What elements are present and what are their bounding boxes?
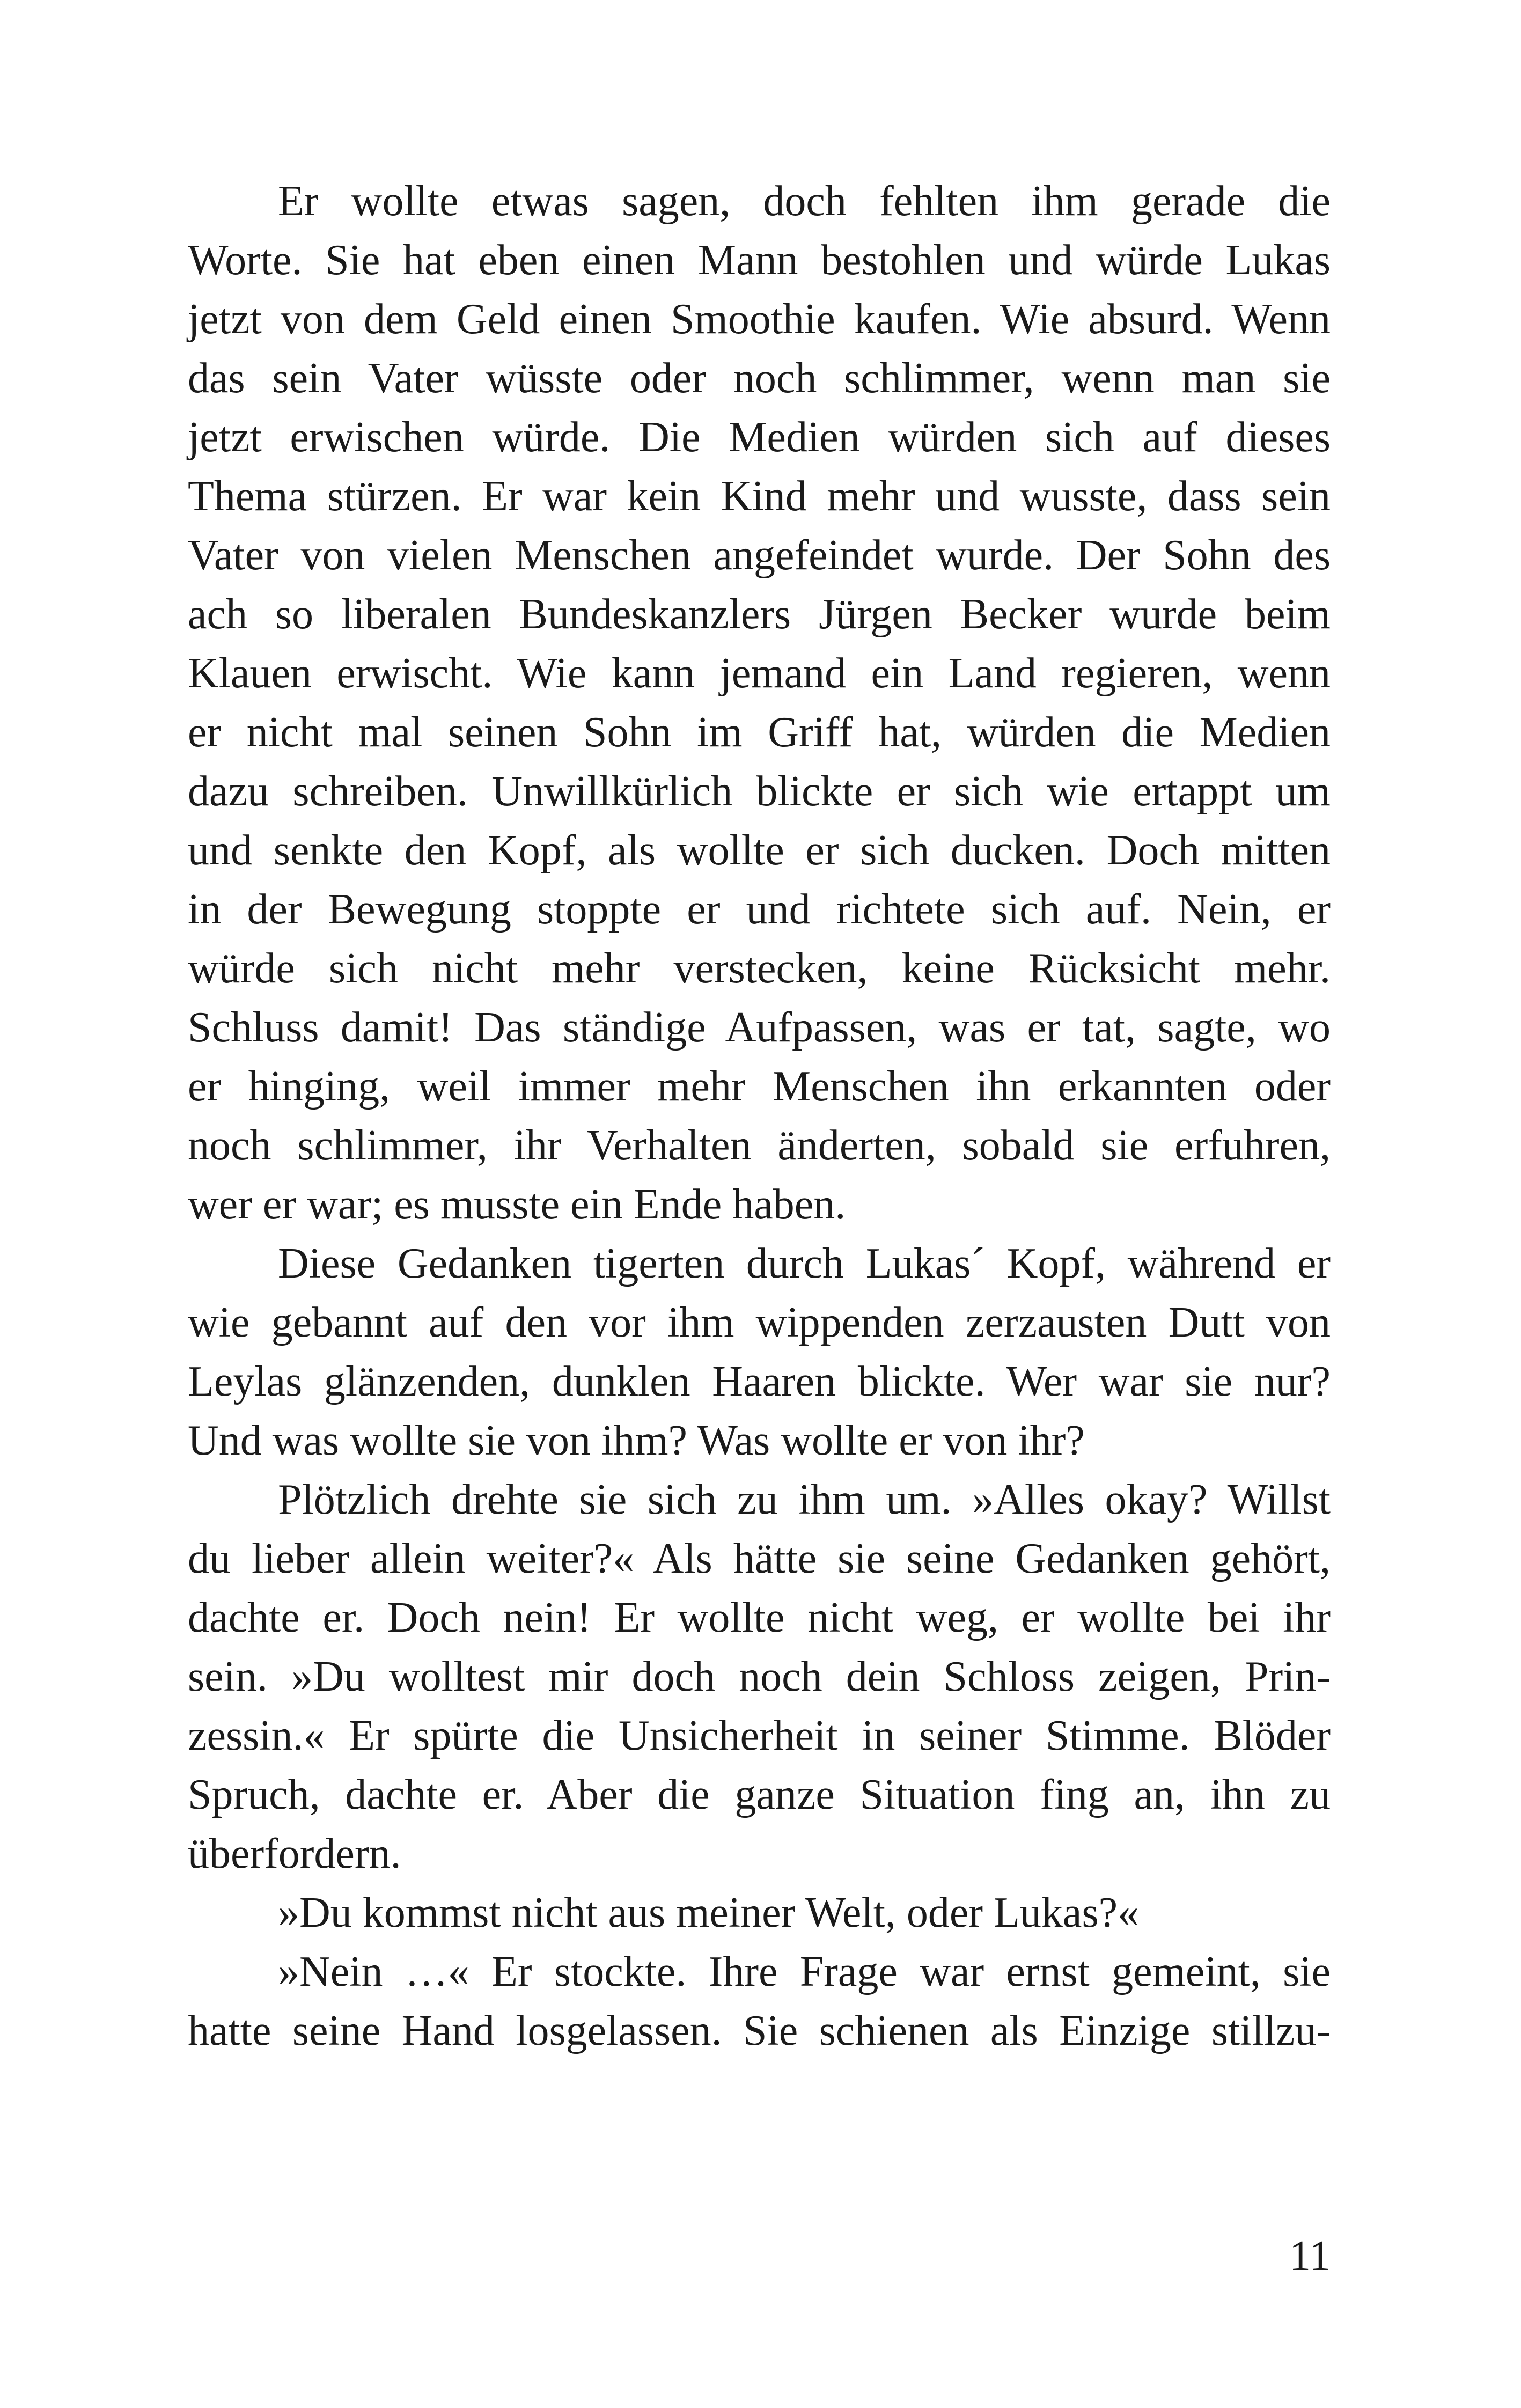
text-line: Schluss damit! Das ständige Aufpassen, was er tat, sagte, wo	[188, 1004, 1331, 1051]
text-line: Klauen erwischt. Wie kann jemand ein Land regieren, wenn	[188, 650, 1331, 697]
text-line: »Du kommst nicht aus meiner Welt, oder Lukas?«	[278, 1889, 1140, 1936]
text-line: dazu schreiben. Unwillkürlich blickte er sich wie ertappt um	[188, 768, 1331, 815]
text-line: sein. »Du wolltest mir doch noch dein Schloss zeigen, Prin-	[188, 1653, 1331, 1700]
text-line: ach so liberalen Bundeskanzlers Jürgen Becker wurde beim	[188, 591, 1331, 638]
page-number: 11	[1289, 2233, 1331, 2280]
text-line: er nicht mal seinen Sohn im Griff hat, würden die Medien	[188, 709, 1331, 756]
text-line: wie gebannt auf den vor ihm wippenden zerzausten Dutt von	[188, 1299, 1331, 1346]
text-line: das sein Vater wüsste oder noch schlimmer, wenn man sie	[188, 355, 1331, 402]
text-line: Er wollte etwas sagen, doch fehlten ihm gerade die	[278, 178, 1331, 225]
text-line: zessin.« Er spürte die Unsicherheit in seiner Stimme. Blöder	[188, 1712, 1331, 1759]
text-line: er hinging, weil immer mehr Menschen ihn erkannten oder	[188, 1063, 1331, 1110]
text-line: wer er war; es musste ein Ende haben.	[188, 1181, 846, 1228]
text-line: Spruch, dachte er. Aber die ganze Situation fing an, ihn zu	[188, 1771, 1331, 1818]
text-line: und senkte den Kopf, als wollte er sich ducken. Doch mitten	[188, 827, 1331, 874]
text-line: würde sich nicht mehr verstecken, keine Rücksicht mehr.	[188, 945, 1331, 992]
text-line: hatte seine Hand losgelassen. Sie schienen als Einzige stillzu-	[188, 2007, 1331, 2054]
text-line: Und was wollte sie von ihm? Was wollte er von ihr?	[188, 1417, 1085, 1464]
text-line: Worte. Sie hat eben einen Mann bestohlen und würde Lukas	[188, 237, 1331, 284]
text-line: du lieber allein weiter?« Als hätte sie seine Gedanken gehört,	[188, 1535, 1331, 1582]
text-line: Thema stürzen. Er war kein Kind mehr und wusste, dass sein	[188, 473, 1331, 520]
text-line: in der Bewegung stoppte er und richtete sich auf. Nein, er	[188, 886, 1331, 933]
text-line: »Nein …« Er stockte. Ihre Frage war ernst gemeint, sie	[278, 1948, 1331, 1995]
text-line: jetzt von dem Geld einen Smoothie kaufen. Wie absurd. Wenn	[188, 296, 1331, 343]
text-line: Plötzlich drehte sie sich zu ihm um. »Alles okay? Willst	[278, 1476, 1331, 1523]
text-line: überfordern.	[188, 1830, 401, 1877]
text-line: Leylas glänzenden, dunklen Haaren blickte. Wer war sie nur?	[188, 1358, 1331, 1405]
body-text	[188, 172, 1331, 2060]
text-line: noch schlimmer, ihr Verhalten änderten, sobald sie erfuhren,	[188, 1122, 1331, 1169]
text-line: dachte er. Doch nein! Er wollte nicht weg, er wollte bei ihr	[188, 1594, 1331, 1641]
text-line: Vater von vielen Menschen angefeindet wurde. Der Sohn des	[188, 532, 1331, 579]
text-line: Diese Gedanken tigerten durch Lukas´ Kopf, während er	[278, 1240, 1331, 1287]
text-line: jetzt erwischen würde. Die Medien würden sich auf dieses	[188, 414, 1331, 461]
